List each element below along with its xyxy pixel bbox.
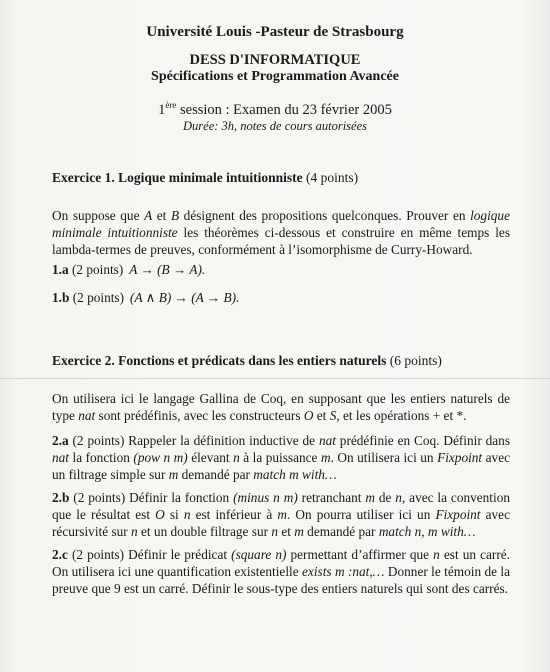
question-2b: 2.b (2 points) Définir la fonction (minus n m) retranchant m de n, avec la convention que le résultat est O si n est inférieur à m. On pourra utiliser ici un Fixpoint avec récursivité sur n et un double filtrage sur n et m demandé par match n, m with… (52, 490, 510, 539)
exam-duration: Durée: 3h, notes de cours autorisées (183, 119, 367, 133)
question-1b: 1.b (2 points) (A ∧ B) → (A → B). (52, 290, 240, 305)
exercise-2-heading: Exercice 2. Fonctions et prédicats dans les entiers naturels (6 points) (52, 353, 442, 368)
course-title: Spécifications et Programmation Avancée (151, 69, 399, 84)
question-1a: 1.a (2 points) A → (B → A). (52, 262, 206, 277)
paper-fold (0, 378, 550, 379)
program-title: DESS D'INFORMATIQUE (189, 52, 361, 68)
exercise-2-intro: On utilisera ici le langage Gallina de Coq, en supposant que les entiers naturels de type nat sont prédéfinis, avec les constructeurs O et S, et les opérations + et *. (52, 391, 510, 423)
exercise-1-heading: Exercice 1. Logique minimale intuitionniste (4 points) (52, 170, 359, 185)
exercise-1-intro: On suppose que A et B désignent des propositions quelconques. Prouver en logique minimale intuitionniste les théorèmes ci-dessous et construire en même temps les lambda-termes de preuves, conformément à l’isomorphisme de Curry-Howard. (52, 208, 510, 257)
question-2a: 2.a (2 points) Rappeler la définition inductive de nat prédéfinie en Coq. Définir dans nat la fonction (pow n m) élevant n à la puissance m. On utilisera ici un Fixpoint avec un filtrage simple sur m demandé par match m with… (52, 433, 510, 482)
exam-session: 1ère session : Examen du 23 février 2005 (158, 100, 392, 118)
question-2c: 2.c (2 points) Définir le prédicat (square n) permettant d’affirmer que n est un carré. On utilisera ici une quantification existentielle exists m :nat,… Donner le témoin de la preuve que 9 est un carré. Définir le sous-type des entiers naturels qui sont des carrés. (52, 547, 511, 596)
university-name: Université Louis -Pasteur de Strasbourg (146, 24, 404, 40)
